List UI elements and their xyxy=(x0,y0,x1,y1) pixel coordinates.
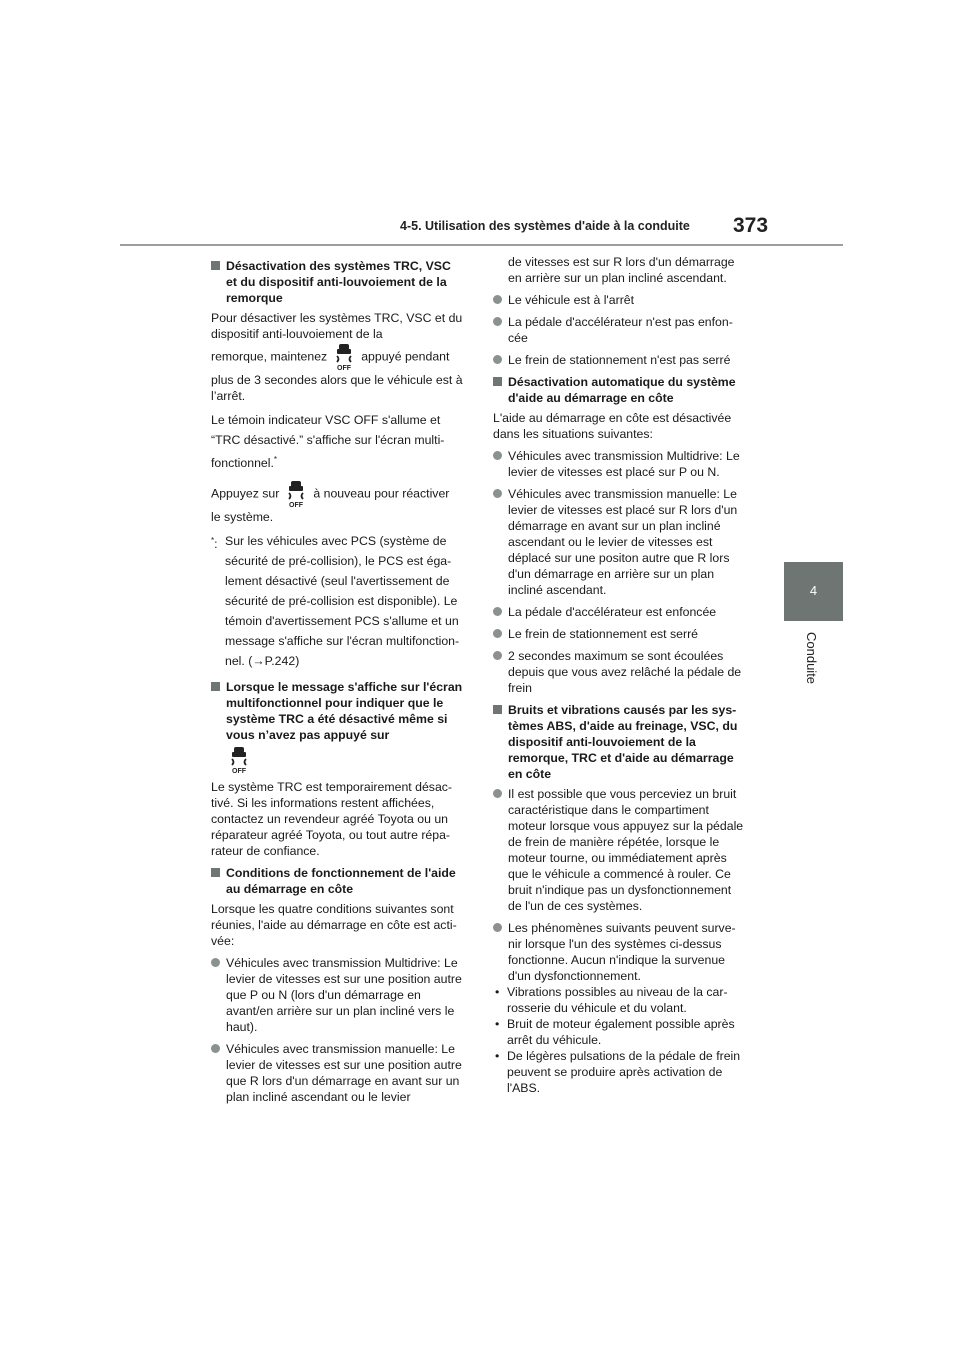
paragraph-continued: de vitesses est sur R lors d'un démarrage en arrière sur un plan incliné ascendant. xyxy=(508,255,735,285)
heading-auto-deactivation: Désactivation automatique du système d'aide au démarrage en côte xyxy=(493,374,745,406)
sub-list-item: • Vibrations possibles au niveau de la car-rosserie du véhicule et du volant. xyxy=(495,985,728,1015)
round-bullet-icon xyxy=(211,1044,220,1053)
round-bullet-icon xyxy=(493,789,502,798)
list-item: Le frein de stationnement n'est pas serré xyxy=(493,352,745,368)
list-item: Véhicules avec transmission manuelle: Le levier de vitesses est placé sur R lors d'un démarrage en avant sur un plan incliné ascendant ou le levier de vitesses est déplacé sur une positon autre que R lors d'un démarrage en arrière sur un plan incliné ascendant. xyxy=(493,486,745,598)
heading-trc-message: Lorsque le message s'affiche sur l'écran multifonctionnel pour indiquer que le système TRC a été désactivé même si vous n’avez pas appuyé sur OFF xyxy=(211,679,463,775)
svg-text:OFF: OFF xyxy=(232,768,246,776)
vsc-off-icon xyxy=(283,479,309,509)
list-item: La pédale d'accélérateur est enfoncée xyxy=(493,604,745,620)
page-reference-link[interactable]: P.242) xyxy=(264,654,300,669)
chapter-tab-number: 4 xyxy=(809,583,818,598)
section-title: 4-5. Utilisation des systèmes d'aide à la conduite xyxy=(400,219,690,233)
list-item: Il est possible que vous perceviez un bruit caractéristique dans le compartiment moteur lorsque vous appuyez sur la pédale de frein de manière répétée, lorsque le moteur tourne, ou immédiatement après que le véhicule a commencé à rouler. Ce bruit n'indique pas un dysfonctionnement de l'un de ces systèmes. xyxy=(493,786,745,914)
vsc-off-icon xyxy=(226,745,252,775)
sub-list-item: • De légères pulsations de la pédale de frein peuvent se produire après activation de l'ABS. xyxy=(495,1049,741,1095)
list-item: Le véhicule est à l'arrêt xyxy=(493,292,745,308)
square-bullet-icon xyxy=(211,868,220,877)
square-bullet-icon xyxy=(211,682,220,691)
round-bullet-icon xyxy=(493,651,502,660)
list-item: Véhicules avec transmission manuelle: Le levier de vitesses est sur une position autre que R lors d'un démarrage en avant sur un plan incliné ascendant ou le levier xyxy=(211,1041,463,1105)
svg-text:OFF: OFF xyxy=(337,365,352,372)
heading-trc-vsc-deactivation: Désactivation des systèmes TRC, VSC et du dispositif anti-louvoiement de la remorque xyxy=(211,258,463,306)
list-item: Le frein de stationnement est serré xyxy=(493,626,745,642)
paragraph: L'aide au démarrage en côte est désactivée dans les situations suivantes: xyxy=(493,411,732,441)
round-bullet-icon xyxy=(493,317,502,326)
header-divider xyxy=(120,244,843,246)
heading-hill-start-conditions: Conditions de fonctionnement de l'aide au démarrage en côte xyxy=(211,865,463,897)
round-bullet-icon xyxy=(493,295,502,304)
vsc-off-icon xyxy=(331,342,357,372)
right-column xyxy=(493,254,745,1096)
list-item: La pédale d'accélérateur n'est pas enfon-cée xyxy=(493,314,745,346)
paragraph: Pour désactiver les systèmes TRC, VSC et du dispositif anti-louvoiement de la remorque, maintenez OFF appuyé pendant plus de 3 secondes alors que le véhicule est à l’arrêt. xyxy=(211,311,463,403)
footnote: *: Sur les véhicules avec PCS (système de sécurité de pré-collision), le PCS est éga-lement désactivé (seul l'avertissement de sécurité de pré-collision est disponible). Le témoin d'avertissement PCS s'allume et un message s'affiche sur l'écran multifonction-nel. (→P.242) xyxy=(211,534,460,669)
left-column xyxy=(211,254,463,1111)
paragraph: Le témoin indicateur VSC OFF s'allume et “TRC désactivé.” s'affiche sur l'écran multi- fonctionnel.* xyxy=(211,413,445,471)
round-bullet-icon xyxy=(493,355,502,364)
paragraph: Lorsque les quatre conditions suivantes sont réunies, l'aide au démarrage en côte est acti-vée: xyxy=(211,902,457,949)
chapter-tab-label: Conduite xyxy=(804,632,819,685)
paragraph: Le système TRC est temporairement désac-tivé. Si les informations restent affichées, contactez un revendeur agréé Toyota ou un réparateur agréé Toyota, ou tout autre répa-rateur de confiance. xyxy=(211,780,453,859)
list-item: Véhicules avec transmission Multidrive: Le levier de vitesses est placé sur P ou N. xyxy=(493,448,745,480)
square-bullet-icon xyxy=(493,377,502,386)
list-item: Véhicules avec transmission Multidrive: Le levier de vitesses est sur une position autre que P ou N (lors d'un démarrage en avant/en arrière sur un plan incliné vers le haut). xyxy=(211,955,463,1035)
arrow-icon: → xyxy=(252,654,265,669)
round-bullet-icon xyxy=(493,923,502,932)
round-bullet-icon xyxy=(493,451,502,460)
square-bullet-icon xyxy=(211,261,220,270)
round-bullet-icon xyxy=(493,629,502,638)
sub-list-item: • Bruit de moteur également possible après arrêt du véhicule. xyxy=(495,1017,735,1047)
square-bullet-icon xyxy=(493,705,502,714)
list-item: 2 secondes maximum se sont écoulées depuis que vous avez relâché la pédale de frein xyxy=(493,648,745,696)
svg-text:OFF: OFF xyxy=(289,502,304,510)
heading-noise-vibrations: Bruits et vibrations causés par les sys-tèmes ABS, d'aide au freinage, VSC, du dispositif anti-louvoiement de la remorque, TRC et d'aide au démarrage en côte xyxy=(493,702,745,782)
round-bullet-icon xyxy=(211,958,220,967)
list-item: Les phénomènes suivants peuvent surve-nir lorsque l'un des systèmes ci-dessus fonctionne. Aucun n'indique la survenue d'un dysfonctionnement. xyxy=(493,920,745,984)
round-bullet-icon xyxy=(493,489,502,498)
paragraph: Appuyez sur OFF à nouveau pour réactiver le système. xyxy=(211,479,463,525)
round-bullet-icon xyxy=(493,607,502,616)
page-number: 373 xyxy=(733,214,769,237)
